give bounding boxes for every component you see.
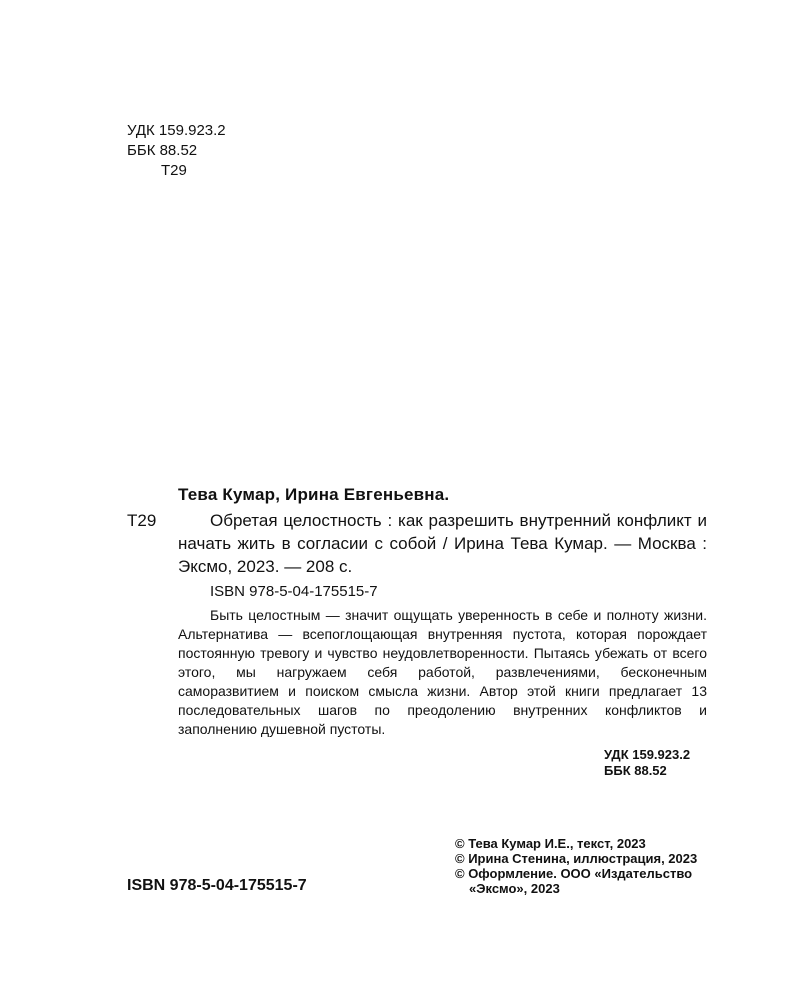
author-mark: Т29 (161, 162, 187, 179)
copyright-design-cont: «Эксмо», 2023 (469, 881, 560, 896)
classification-block-bottom (604, 747, 690, 779)
bibliographic-description: Обретая целостность : как разрешить внутренний конфликт и начать жить в согласии с собой / Ирина Тева Кумар. — Москва : Эксмо, 2023. — 208 с. (178, 511, 707, 576)
author-heading: Тева Кумар, Ирина Евгеньевна. (178, 485, 450, 504)
copyright-text: © Тева Кумар И.Е., текст, 2023 (455, 836, 646, 851)
udk-code-bottom: УДК 159.923.2 (604, 747, 691, 762)
copyright-illustration: © Ирина Стенина, иллюстрация, 2023 (455, 851, 698, 866)
udk-code: УДК 159.923.2 (127, 122, 226, 139)
annotation: Быть целостным — значит ощущать уверенность в себе и полноту жизни. Альтернатива — всепоглощающая внутренняя пустота, которая порождает постоянную тревогу и чувство неудовлетворенности. Пытаясь убежать от всего этого, мы нагружаем себя работой, развлечениями, бесконечным саморазвитием и поиском смысла жизни. Автор этой книги предлагает 13 последовательных шагов по преодолению внутренних конфликтов и заполнению душевной пустоты. (178, 607, 707, 737)
copyright-design: © Оформление. ООО «Издательство (455, 866, 693, 881)
bbk-code: ББК 88.52 (127, 142, 198, 159)
classification-block-top (127, 121, 226, 181)
isbn-entry: ISBN 978-5-04-175515-7 (210, 583, 378, 600)
isbn-bottom: ISBN 978-5-04-175515-7 (127, 877, 307, 894)
bbk-code-bottom: ББК 88.52 (604, 763, 667, 778)
entry-author-mark: Т29 (127, 511, 157, 530)
copyright-block (455, 836, 697, 896)
